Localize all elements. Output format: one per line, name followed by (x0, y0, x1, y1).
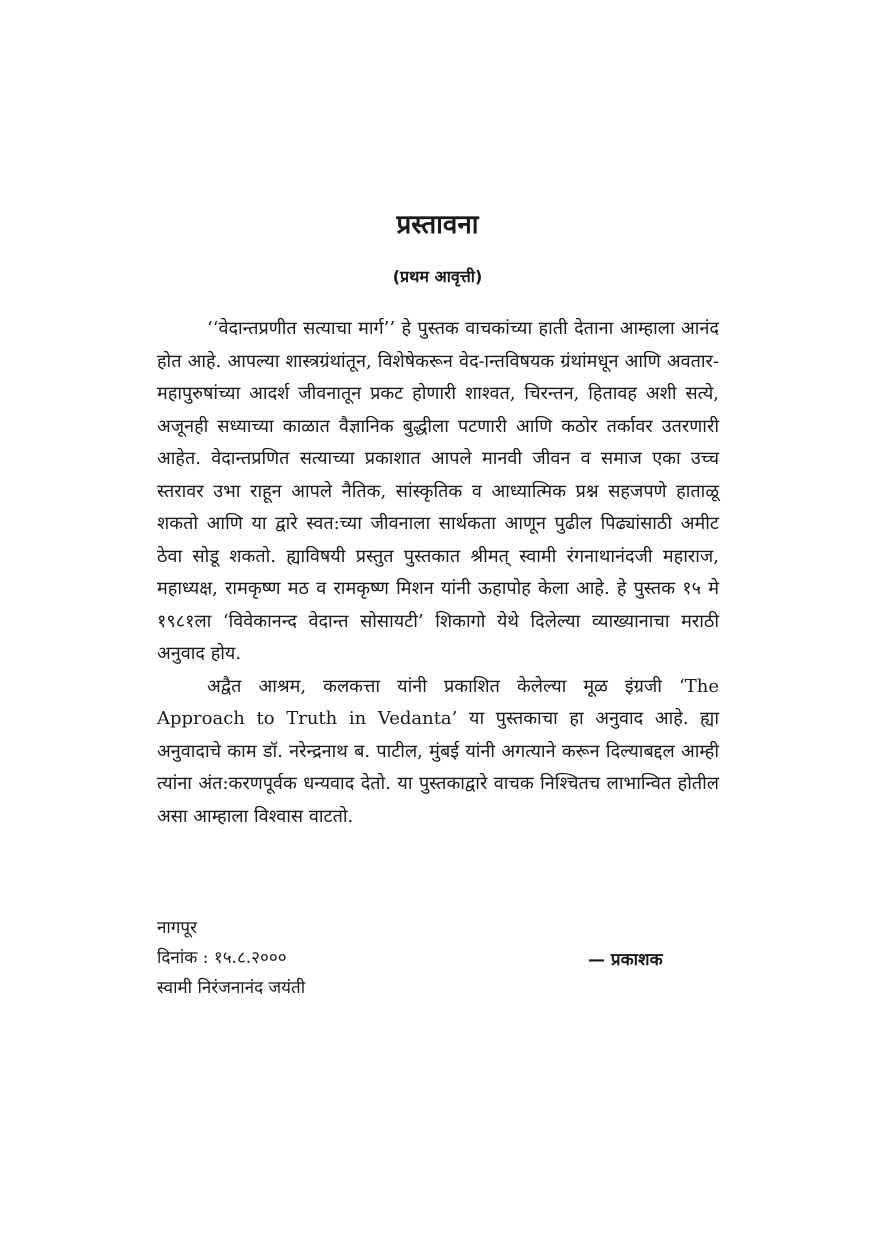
date-line: दिनांक : १५.८.२००० (157, 948, 287, 968)
occasion-line: स्वामी निरंजनानंद जयंती (157, 978, 306, 998)
paragraph-1: ‘‘वेदान्तप्रणीत सत्याचा मार्ग’’ हे पुस्तक वाचकांच्या हाती देताना आम्हाला आनंद होत आहे. आपल्या शास्त्रग्रंथांतून, विशेषेकरून वेद-ान्तविषयक ग्रंथांमधून आणि अवतार-महापुरुषांच्या आदर्श जीवनातून प्रकट होणारी शाश्वत, चिरन्तन, हितावह अशी सत्ये, अजूनही सध्याच्या काळात वैज्ञानिक बुद्धीला पटणारी आणि कठोर तर्कावर उतरणारी आहेत. वेदान्तप्रणित सत्याच्या प्रकाशात आपले मानवी जीवन व समाज एका उच्च स्तरावर उभा राहून आपले नैतिक, सांस्कृतिक व आध्यात्मिक प्रश्न सहजपणे हाताळू शकतो आणि या द्वारे स्वत:च्या जीवनाला सार्थकता आणून पुढील पिढ्यांसाठी अमीट ठेवा सोडू शकतो. ह्याविषयी प्रस्तुत पुस्तकात श्रीमत् स्वामी रंगनाथानंदजी महाराज, महाध्यक्ष, रामकृष्ण मठ व रामकृष्ण मिशन यांनी ऊहापोह केला आहे. हे पुस्तक १५ मे १९८१ला ‘विवेकानन्द वेदान्त सोसायटी’ शिकागो येथे दिलेल्या व्याख्यानाचा मराठी अनुवाद होय. (157, 318, 719, 664)
edition-subtitle: (प्रथम आवृत्ती) (392, 267, 483, 286)
paragraph-2: अद्वैत आश्रम, कलकत्ता यांनी प्रकाशित केलेल्या मूळ इंग्रजी ‘The Approach to Truth in Vedanta’ या पुस्तकाचा हा अनुवाद आहे. ह्या अनुवादाचे काम डॉ. नरेन्द्रनाथ ब. पाटील, मुंबई यांनी अगत्याने करून दिल्याबद्दल आम्ही त्यांना अंत:करणपूर्वक धन्यवाद देतो. या पुस्तकाद्वारे वाचक निश्चितच लाभान्वित होतील असा आम्हाला विश्वास वाटतो. (157, 675, 719, 827)
preface-body (157, 313, 719, 833)
page-title: प्रस्तावना (396, 210, 479, 240)
place-line: नागपूर (157, 918, 198, 938)
publisher-signature: — प्रकाशक (588, 950, 663, 970)
